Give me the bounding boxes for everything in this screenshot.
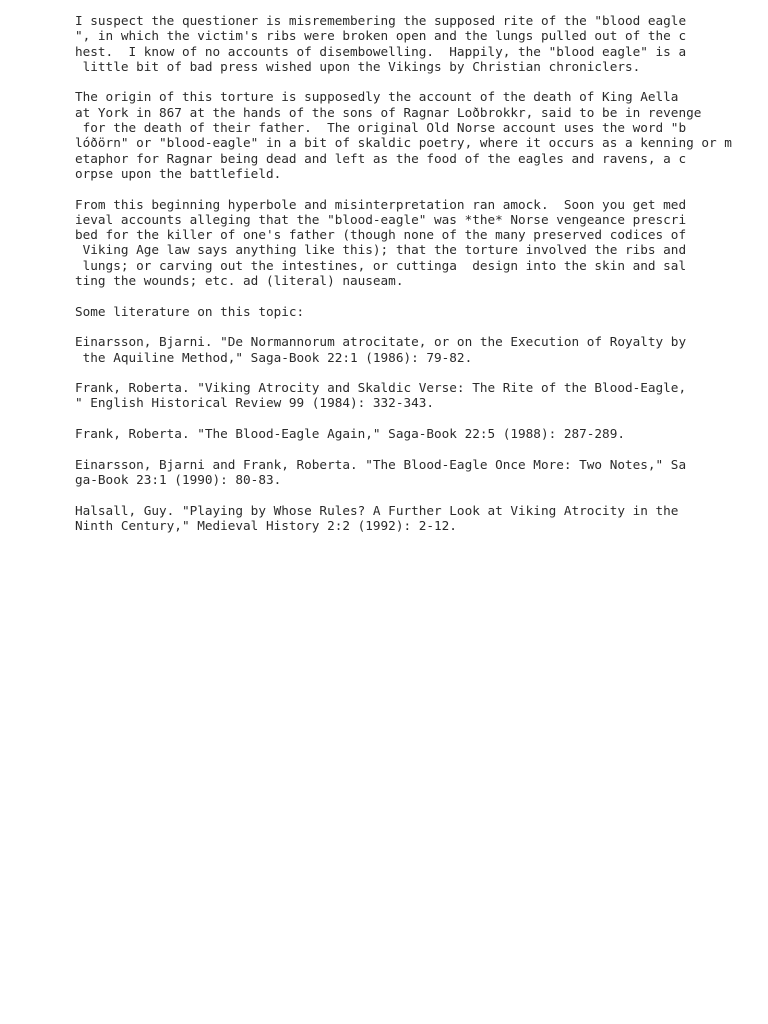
text-line: Einarsson, Bjarni and Frank, Roberta. "The Blood-Eagle Once More: Two Notes," Sa [75, 456, 687, 472]
text-line: ieval accounts alleging that the "blood-eagle" was *the* Norse vengeance prescri [75, 211, 687, 227]
text-line: " English Historical Review 99 (1984): 332-343. [75, 395, 435, 411]
text-line: ", in which the victim's ribs were broken open and the lungs pulled out of the c [75, 28, 687, 44]
text-line: From this beginning hyperbole and misinterpretation ran amock. Soon you get med [75, 196, 687, 212]
text-line: I suspect the questioner is misremembering the supposed rite of the "blood eagle [75, 13, 687, 28]
citation-einarsson-frank-1990 [75, 457, 765, 488]
literature-heading [75, 304, 765, 319]
text-line: at York in 867 at the hands of the sons of Ragnar Loðbrokkr, said to be in revenge [75, 104, 702, 120]
text-line: bed for the killer of one's father (though none of the many preserved codices of [75, 227, 687, 243]
text-line: lóðörn" or "blood-eagle" in a bit of skaldic poetry, where it occurs as a kenning or m [75, 135, 732, 151]
text-line: Halsall, Guy. "Playing by Whose Rules? A Further Look at Viking Atrocity in the [75, 502, 679, 518]
text-line: Viking Age law says anything like this); that the torture involved the ribs and [75, 242, 687, 258]
text-line: for the death of their father. The original Old Norse account uses the word "b [75, 120, 687, 136]
paragraph-misinterpretation [75, 197, 765, 289]
text-line: etaphor for Ragnar being dead and left as the food of the eagles and ravens, a c [75, 150, 687, 166]
paragraph-intro [75, 13, 765, 74]
citation-einarsson-1986 [75, 334, 765, 365]
text-line: the Aquiline Method," Saga-Book 22:1 (1986): 79-82. [75, 349, 473, 365]
citation-frank-1988 [75, 426, 765, 441]
paragraph-origin [75, 89, 765, 181]
text-line: orpse upon the battlefield. [75, 165, 282, 181]
text-line: Ninth Century," Medieval History 2:2 (1992): 2-12. [75, 517, 457, 533]
citation-halsall-1992 [75, 503, 765, 534]
citation-frank-1984 [75, 380, 765, 411]
document-body [75, 13, 765, 548]
text-line: Frank, Roberta. "Viking Atrocity and Skaldic Verse: The Rite of the Blood-Eagle, [75, 380, 687, 396]
text-line: ga-Book 23:1 (1990): 80-83. [75, 471, 282, 487]
text-line: ting the wounds; etc. ad (literal) nauseam. [75, 273, 404, 289]
text-line: hest. I know of no accounts of disembowelling. Happily, the "blood eagle" is a [75, 43, 687, 59]
text-line: little bit of bad press wished upon the Vikings by Christian chroniclers. [75, 58, 641, 74]
text-line: lungs; or carving out the intestines, or cuttinga design into the skin and sal [75, 257, 687, 273]
text-line: Einarsson, Bjarni. "De Normannorum atrocitate, or on the Execution of Royalty by [75, 334, 687, 350]
text-line: The origin of this torture is supposedly the account of the death of King Aella [75, 89, 679, 105]
text-line: Frank, Roberta. "The Blood-Eagle Again," Saga-Book 22:5 (1988): 287-289. [75, 426, 625, 442]
text-line: Some literature on this topic: [75, 303, 305, 319]
